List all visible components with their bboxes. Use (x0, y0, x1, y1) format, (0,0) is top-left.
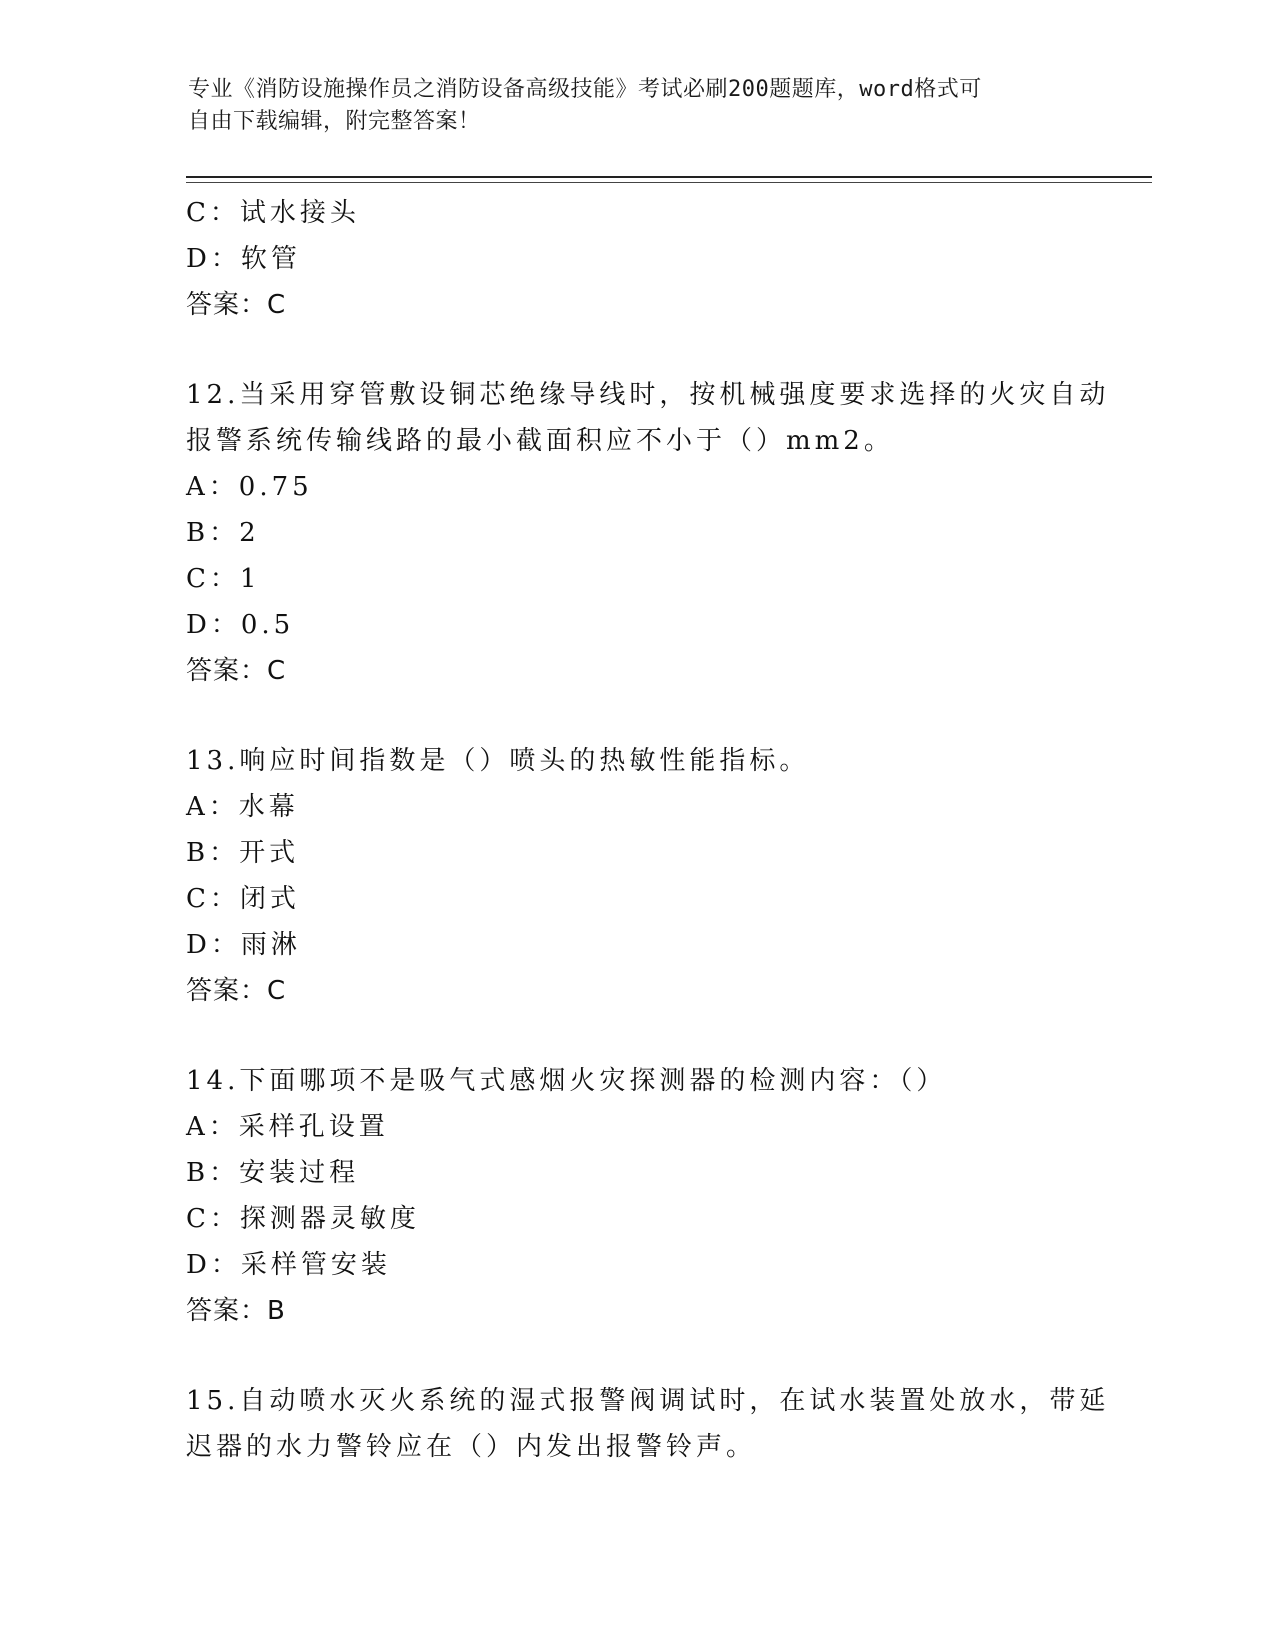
question-stem: 12.当采用穿管敷设铜芯绝缘导线时，按机械强度要求选择的火灾自动 (186, 380, 1110, 410)
option-a: A：0.75 (186, 472, 313, 502)
option-a: A：水幕 (186, 792, 299, 822)
question-11-tail (186, 190, 1086, 328)
option-c: C：探测器灵敏度 (186, 1204, 420, 1234)
option-c: C：闭式 (186, 884, 300, 914)
option-b: B：2 (186, 518, 260, 548)
question-stem-continued: 迟器的水力警铃应在（）内发出报警铃声。 (186, 1432, 757, 1462)
header-line-2: 自由下载编辑，附完整答案！ (188, 109, 481, 134)
question-12 (186, 372, 1110, 694)
question-stem: 15.自动喷水灭火系统的湿式报警阀调试时，在试水装置处放水，带延 (186, 1386, 1110, 1416)
option-c: C：试水接头 (186, 198, 360, 228)
option-b: B：开式 (186, 838, 300, 868)
question-14 (186, 1058, 1086, 1334)
option-b: B：安装过程 (186, 1158, 360, 1188)
question-stem: 13.响应时间指数是（）喷头的热敏性能指标。 (186, 746, 810, 776)
question-13 (186, 738, 1086, 1014)
option-c: C：1 (186, 564, 261, 594)
option-a: A：采样孔设置 (186, 1112, 389, 1142)
option-d: D：0.5 (186, 610, 295, 640)
header-divider-thin (186, 182, 1152, 183)
option-d: D：采样管安装 (186, 1250, 391, 1280)
answer: 答案：B (186, 1296, 286, 1326)
question-15 (186, 1378, 1110, 1470)
option-d: D：雨淋 (186, 930, 301, 960)
question-list (186, 190, 1110, 1470)
document-header (188, 74, 1068, 138)
question-stem-continued: 报警系统传输线路的最小截面积应不小于（）mm2。 (186, 426, 894, 456)
question-stem: 14.下面哪项不是吸气式感烟火灾探测器的检测内容：（） (186, 1066, 947, 1096)
header-divider-thick (186, 176, 1152, 178)
answer: 答案：C (186, 290, 287, 320)
answer: 答案：C (186, 976, 287, 1006)
header-line-1: 专业《消防设施操作员之消防设备高级技能》考试必刷200题题库，word格式可 (188, 77, 982, 102)
option-d: D：软管 (186, 244, 301, 274)
answer: 答案：C (186, 656, 287, 686)
